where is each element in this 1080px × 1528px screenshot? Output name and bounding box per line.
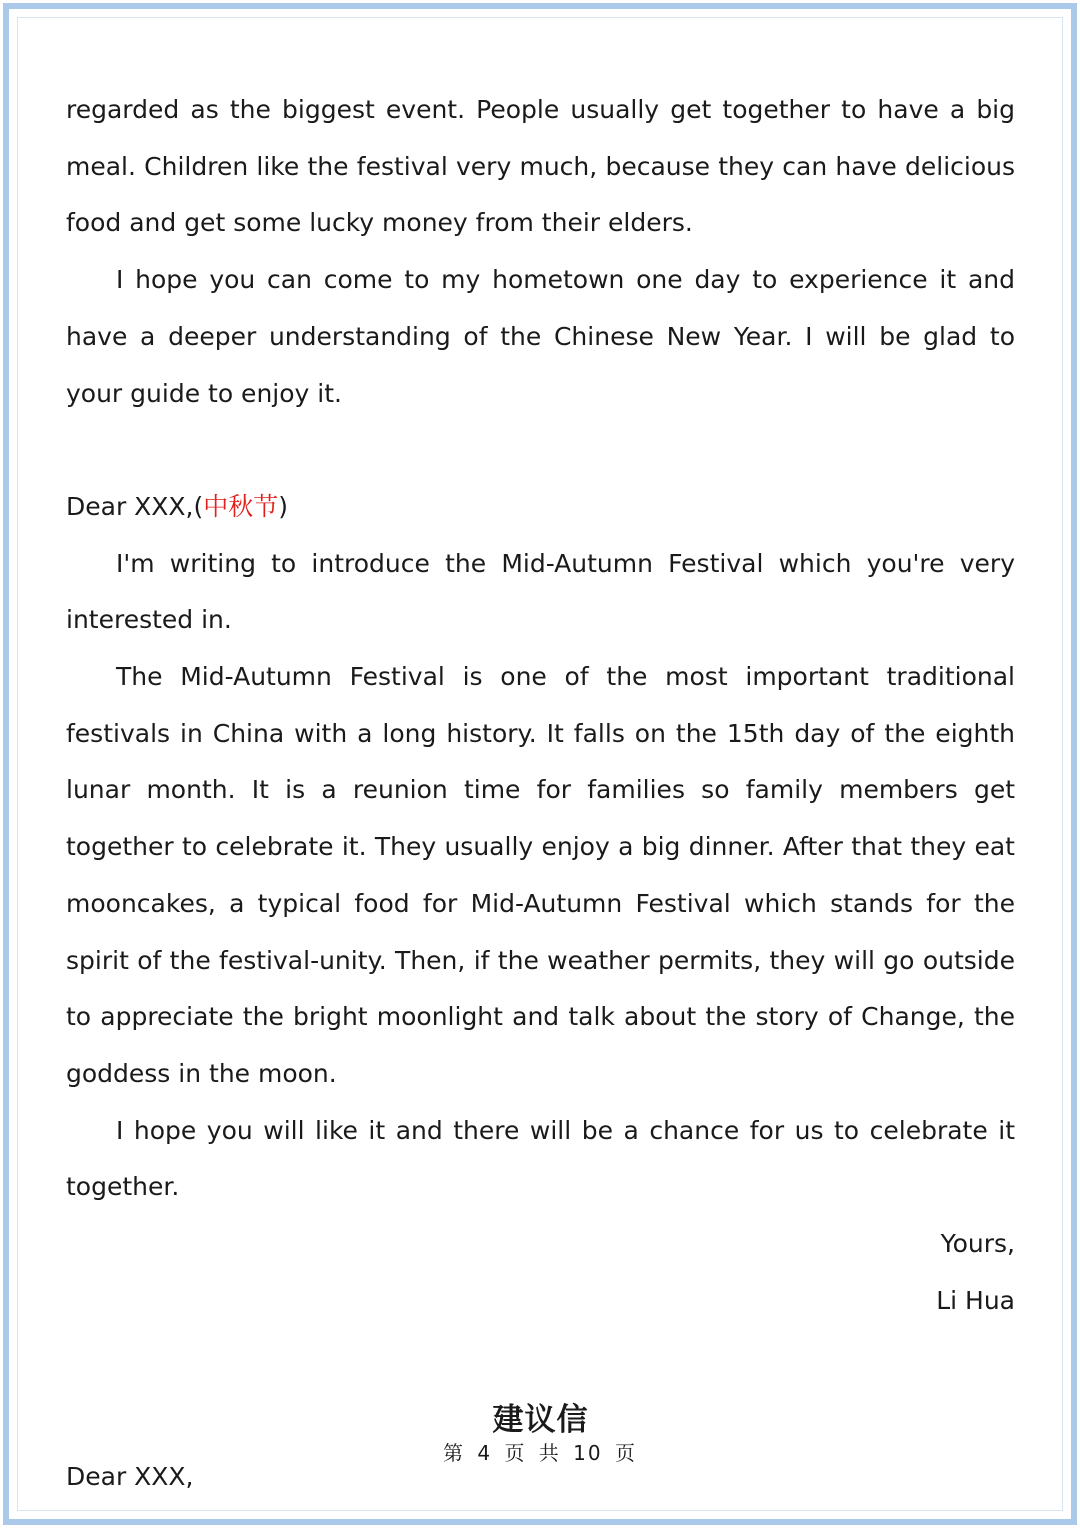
letter2-closing: I hope you will like it and there will be a chance for us to celebrate it together.: [66, 1115, 1015, 1202]
letter2-signoff: Yours,: [940, 1229, 1015, 1259]
letter2-signature: Li Hua: [936, 1285, 1015, 1315]
letter2-intro: I'm writing to introduce the Mid-Autumn Festival which you're very interested in.: [66, 548, 1015, 635]
salutation-topic-tag: 中秋节: [203, 491, 279, 521]
section-heading: 建议信: [492, 1402, 589, 1439]
salutation-prefix: Dear XXX,(: [66, 491, 204, 521]
letter2-salutation: [66, 479, 1015, 536]
salutation-suffix: ): [278, 491, 289, 521]
letter1-closing-paragraph: I hope you can come to my hometown one day to experience it and have a deeper understanding of the Chinese New Year. I will be glad to your guide to enjoy it.: [66, 265, 1015, 408]
page-number-footer: 第 4 页 共 10 页: [443, 1441, 637, 1465]
section3-salutation: Dear XXX,: [66, 1461, 194, 1491]
section-spacer: [66, 1329, 1015, 1386]
paragraph-spacer: [66, 422, 1015, 479]
letter2-body: The Mid-Autumn Festival is one of the most important traditional festivals in China with a long history. It falls on the 15th day of the eighth lunar month. It is a reunion time for families so family members get together to celebrate it. They usually enjoy a big dinner. After that they eat mooncakes, a typical food for Mid-Autumn Festival which stands for the spirit of the festival-unity. Then, if the weather permits, they will go outside to appreciate the bright moonlight and talk about the story of Change, the goddess in the moon.: [66, 662, 1015, 1088]
letter1-paragraph-end: regarded as the biggest event. People usually get together to have a big meal. Children like the festival very much, because they can have delicious food and get some lucky money from their elders.: [66, 95, 1015, 238]
document-content: [66, 82, 1015, 1506]
